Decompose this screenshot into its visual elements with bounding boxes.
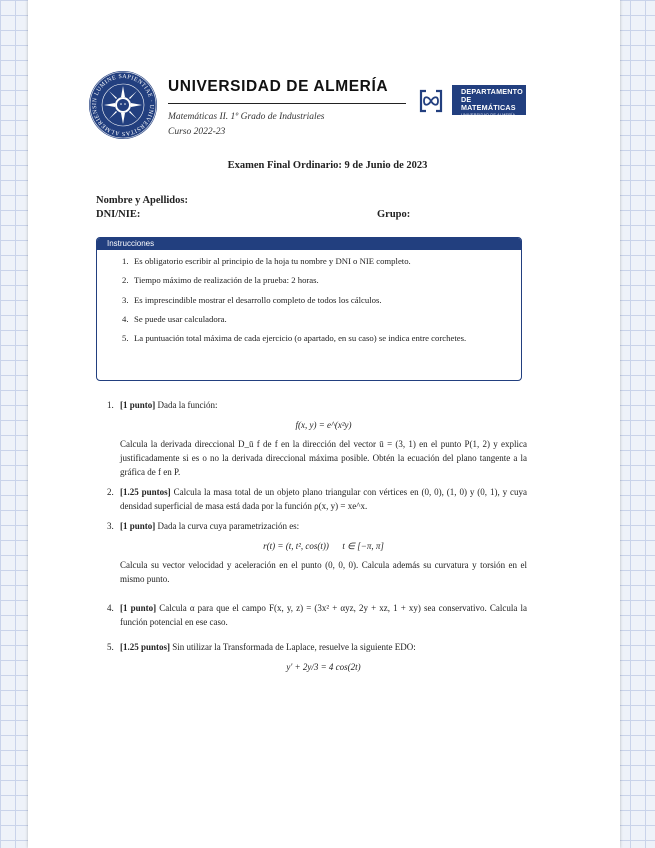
academic-year: Curso 2022-23 [168,127,226,137]
header-rule [168,103,406,104]
question-number: 2. [107,487,114,497]
dni-label: DNI/NIE: [96,209,141,220]
question-number: 1. [107,400,114,410]
instruction-number: 2. [122,275,129,286]
instruction-item [97,295,521,306]
question-text: Calcula su vector velocidad y aceleración en el punto (0, 0, 0). Calcula además su curvatura y torsión en el mismo punto. [120,560,527,584]
question-text: Calcula la masa total de un objeto plano triangular con vértices en (0, 0), (1, 0) y (0, 1), y cuya densidad superficial de masa está dada por la función ρ(x, y) = xe^x. [120,487,528,511]
instructions-list [97,250,521,344]
seal-text: IN LUMINE SAPIENTIAE · UNIVERSITAS ALMERIENS [91,73,155,137]
dept-line-2: DE MATEMÁTICAS [461,95,516,112]
instructions-title: Instrucciones [97,238,521,250]
instruction-text: Se puede usar calculadora. [134,313,227,324]
department-logo-icon [418,87,444,115]
question-5 [107,640,527,679]
instruction-number: 1. [122,256,129,266]
question-text: Calcula α para que el campo F(x, y, z) = (3x² + αyz, 2y + xz, 1 + xy) sea conservativo. Calcula la función potencial en ese caso. [120,603,527,627]
question-equation: y' + 2y/3 = 4 cos(2t) [286,662,361,672]
question-number: 3. [107,521,114,531]
instruction-text: Es imprescindible mostrar el desarrollo completo de todos los cálculos. [134,294,382,305]
university-seal-icon [88,70,158,140]
question-number: 4. [107,603,114,613]
instruction-text: Tiempo máximo de realización de la prueba: 2 horas. [134,275,319,286]
question-intro: Dada la función: [157,400,218,410]
question-4 [107,601,527,629]
instruction-item [97,314,521,325]
university-name: UNIVERSIDAD DE ALMERÍA [168,78,389,95]
question-1 [107,398,527,479]
question-equation: f(x, y) = e^(x²y) [295,420,352,430]
course-name: Matemáticas II. 1º Grado de Industriales [168,112,325,122]
question-points: [1 punto] [120,521,156,531]
question-text: Calcula la derivada direccional D_ū f de f en la dirección del vector ū = (3, 1) en el punto P(1, 2) y explica justificadamente si es o no la derivada direccional máxima posible. Obtén la ecuación del plano tangente a la gráfica de f en P. [120,439,527,477]
exam-title: Examen Final Ordinario: 9 de Junio de 2023 [227,160,428,171]
instructions-box [96,237,522,381]
instruction-number: 4. [122,313,129,324]
group-label: Grupo: [377,209,411,220]
question-points: [1.25 puntos] [120,642,171,652]
dept-line-1: DEPARTAMENTO [461,87,523,96]
instruction-item [97,256,521,267]
instruction-item [97,275,521,286]
department-badge [452,85,526,115]
instruction-number: 3. [122,294,129,305]
question-points: [1.25 puntos] [120,487,171,497]
question-2 [107,485,527,513]
instruction-item [97,333,521,344]
question-3 [107,519,527,586]
question-equation: r(t) = (t, t², cos(t)) [263,541,329,551]
dept-line-3: UNIVERSIDAD DE ALMERÍA [461,113,516,117]
instruction-text: La puntuación total máxima de cada ejercicio (o apartado, en su caso) se indica entre corchetes. [134,333,467,344]
name-label: Nombre y Apellidos: [96,195,188,206]
question-text: Sin utilizar la Transformada de Laplace, resuelve la siguiente EDO: [172,642,416,652]
question-points: [1 punto] [120,400,156,410]
instruction-text: Es obligatorio escribir al principio de la hoja tu nombre y DNI o NIE completo. [134,256,411,266]
question-number: 5. [107,642,114,652]
question-equation-range: t ∈ [−π, π] [342,541,384,551]
instruction-number: 5. [122,333,129,344]
question-intro: Dada la curva cuya parametrización es: [157,521,300,531]
question-points: [1 punto] [120,603,157,613]
